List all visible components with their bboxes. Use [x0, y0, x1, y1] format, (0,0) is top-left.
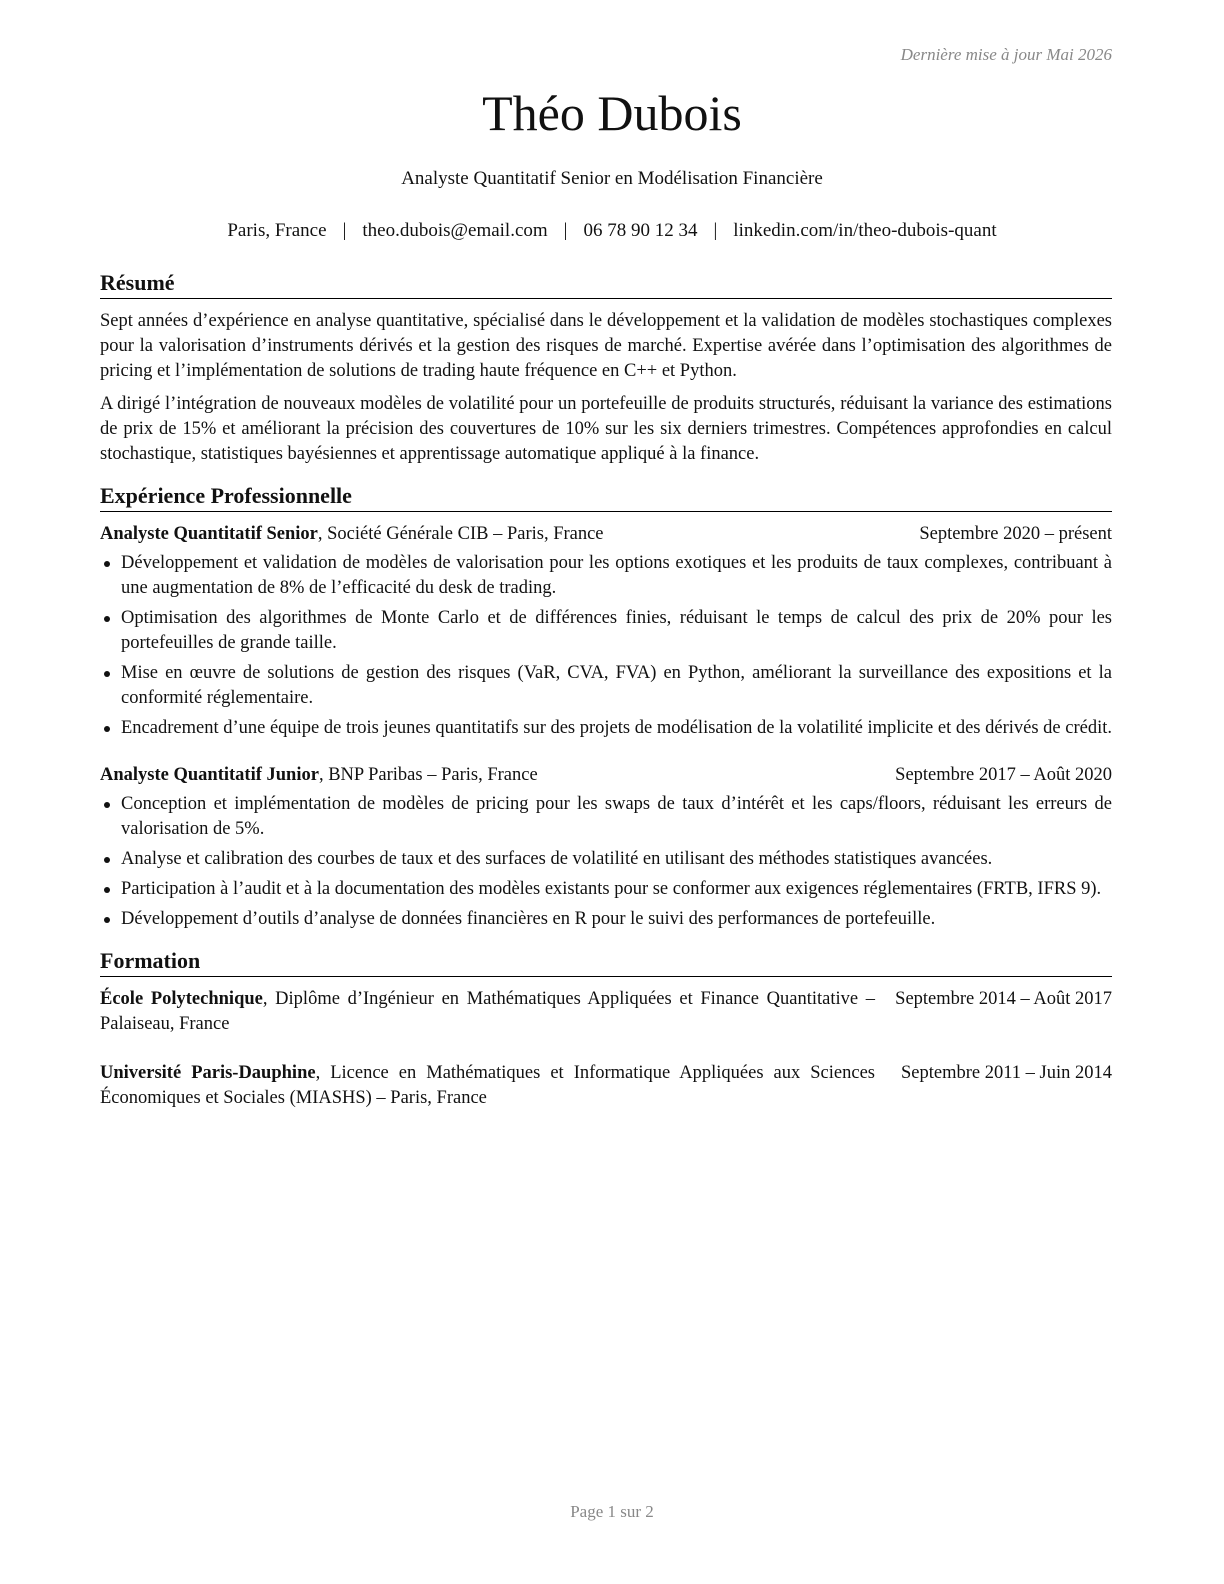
resume-content: [100, 268, 1112, 1135]
education-item: [100, 987, 1112, 1037]
email-link[interactable]: theo.dubois@email.com: [362, 220, 548, 241]
job-dates: Septembre 2017 – Août 2020: [895, 765, 1112, 785]
separator: |: [342, 220, 347, 241]
job-role: Analyste Quantitatif Junior: [100, 765, 319, 785]
education-item: [100, 1061, 1112, 1111]
list-item: Développement d’outils d’analyse de données financières en R pour le suivi des performances de portefeuille.: [100, 907, 1112, 932]
list-item: Mise en œuvre de solutions de gestion des risques (VaR, CVA, FVA) en Python, améliorant la surveillance des expositions et la conformité réglementaire.: [100, 661, 1112, 711]
page-number: Page 1 sur 2: [570, 1502, 654, 1521]
job-company: , BNP Paribas – Paris, France: [318, 765, 538, 785]
school-name: Université Paris-Dauphine: [100, 1063, 316, 1083]
school-name: École Polytechnique: [100, 989, 263, 1009]
experience-section: [100, 481, 1112, 932]
education-section: [100, 946, 1112, 1111]
education-dates: Septembre 2011 – Juin 2014: [900, 1063, 1112, 1083]
summary-paragraph: A dirigé l’intégration de nouveaux modèles de volatilité pour un portefeuille de produits structurés, réduisant la variance des estimations de prix de 15% et améliorant la précision des couvertures de 10% sur les six derniers trimestres. Compétences approfondies en calcul stochastique, statistiques bayésiennes et apprentissage automatique appliqué à la finance.: [100, 394, 1112, 464]
job-company: , Société Générale CIB – Paris, France: [317, 524, 604, 544]
summary-paragraph: Sept années d’expérience en analyse quantitative, spécialisé dans le développement et la validation de modèles stochastiques complexes pour la valorisation d’instruments dérivés et la gestion des risques de marché. Expertise avérée dans l’optimisation des algorithmes de pricing et l’implémentation de solutions de trading haute fréquence en C++ et Python.: [100, 311, 1112, 381]
phone: 06 78 90 12 34: [583, 220, 698, 241]
list-item: Encadrement d’une équipe de trois jeunes quantitatifs sur des projets de modélisation de la volatilité implicite et des dérivés de crédit.: [100, 716, 1112, 741]
degree: , Licence en Mathématiques et Informatique Appliquées aux Sciences Économiques et Sociales (MIASHS) – Paris, France: [100, 1063, 875, 1108]
job-header: [100, 522, 1112, 547]
list-item: Participation à l’audit et à la documentation des modèles existants pour se conformer aux exigences réglementaires (FRTB, IFRS 9).: [100, 877, 1112, 902]
list-item: Optimisation des algorithmes de Monte Carlo et de différences finies, réduisant le temps de calcul des prix de 20% pour les portefeuilles de grande taille.: [100, 606, 1112, 656]
job-title: Analyste Quantitatif Senior en Modélisation Financière: [401, 168, 823, 189]
job-header: [100, 763, 1112, 788]
degree: , Diplôme d’Ingénieur en Mathématiques Appliquées et Finance Quantitative – Palaiseau, France: [100, 989, 876, 1034]
job-bullets: [100, 792, 1112, 932]
separator: |: [713, 220, 718, 241]
job-bullets: [100, 551, 1112, 741]
education-dates: Septembre 2014 – Août 2017: [895, 989, 1112, 1009]
last-updated: Dernière mise à jour Mai 2026: [900, 45, 1112, 64]
linkedin-link[interactable]: linkedin.com/in/theo-dubois-quant: [733, 220, 997, 241]
job-dates: Septembre 2020 – présent: [919, 524, 1112, 544]
candidate-name: Théo Dubois: [482, 85, 742, 141]
location: Paris, France: [227, 220, 327, 241]
contact-line: [0, 220, 1224, 242]
section-title-summary: Résumé: [100, 268, 1112, 299]
list-item: Développement et validation de modèles de valorisation pour les options exotiques et les produits de taux complexes, contribuant à une augmentation de 8% de l’efficacité du desk de trading.: [100, 551, 1112, 601]
section-title-education: Formation: [100, 946, 1112, 977]
separator: |: [563, 220, 568, 241]
list-item: Conception et implémentation de modèles de pricing pour les swaps de taux d’intérêt et les caps/floors, réduisant les erreurs de valorisation de 5%.: [100, 792, 1112, 842]
list-item: Analyse et calibration des courbes de taux et des surfaces de volatilité en utilisant des méthodes statistiques avancées.: [100, 847, 1112, 872]
job-role: Analyste Quantitatif Senior: [100, 524, 318, 544]
summary-section: [100, 268, 1112, 467]
section-title-experience: Expérience Professionnelle: [100, 481, 1112, 512]
